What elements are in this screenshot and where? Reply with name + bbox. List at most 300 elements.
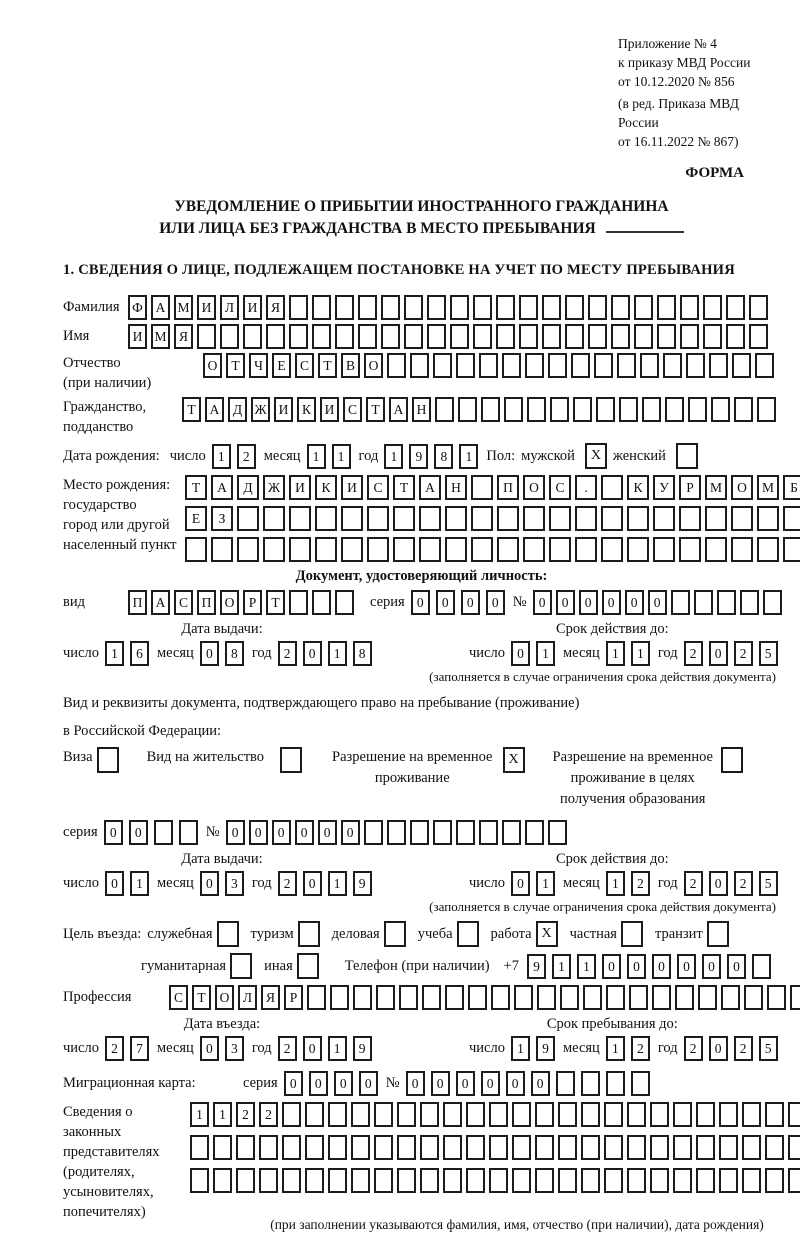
form-cell[interactable] [458, 397, 477, 422]
form-cell[interactable] [237, 506, 259, 531]
form-cell[interactable] [542, 295, 561, 320]
form-cell[interactable] [335, 324, 354, 349]
form-cell[interactable] [496, 324, 515, 349]
form-cell[interactable] [502, 353, 521, 378]
form-cell[interactable]: 1 [511, 1036, 530, 1061]
form-cell[interactable]: Н [445, 475, 467, 500]
form-cell[interactable] [420, 1168, 439, 1193]
form-cell[interactable]: 0 [318, 820, 337, 845]
form-cell[interactable] [328, 1102, 347, 1127]
form-cell[interactable] [420, 1102, 439, 1127]
form-cell[interactable]: 0 [677, 954, 696, 979]
valid-month-grid[interactable] [606, 641, 656, 666]
form-cell[interactable]: С [367, 475, 389, 500]
form-cell[interactable] [719, 1102, 738, 1127]
form-cell[interactable]: 1 [536, 871, 555, 896]
form-cell[interactable] [611, 324, 630, 349]
issue-day-grid[interactable] [105, 871, 155, 896]
form-cell[interactable]: С [174, 590, 193, 615]
form-cell[interactable]: 5 [759, 641, 778, 666]
birth-day-grid[interactable] [212, 444, 262, 469]
migration-series-grid[interactable] [284, 1071, 384, 1096]
form-cell[interactable] [351, 1102, 370, 1127]
purpose-chastnaya-checkbox[interactable] [621, 921, 643, 947]
form-cell[interactable] [523, 537, 545, 562]
form-cell[interactable]: П [197, 590, 216, 615]
form-cell[interactable]: 0 [602, 954, 621, 979]
form-cell[interactable] [740, 590, 759, 615]
form-cell[interactable] [364, 820, 383, 845]
form-cell[interactable]: 2 [631, 1036, 650, 1061]
form-cell[interactable] [512, 1168, 531, 1193]
form-cell[interactable]: 1 [606, 641, 625, 666]
form-cell[interactable] [341, 506, 363, 531]
form-cell[interactable] [606, 1071, 625, 1096]
form-cell[interactable] [419, 506, 441, 531]
form-cell[interactable] [757, 537, 779, 562]
form-cell[interactable] [696, 1135, 715, 1160]
stay-month-grid[interactable] [606, 1036, 656, 1061]
form-cell[interactable] [535, 1135, 554, 1160]
form-cell[interactable] [604, 1168, 623, 1193]
form-cell[interactable] [312, 295, 331, 320]
form-cell[interactable] [783, 537, 800, 562]
form-cell[interactable]: 1 [606, 871, 625, 896]
form-cell[interactable] [601, 537, 623, 562]
form-cell[interactable]: 2 [236, 1102, 255, 1127]
form-cell[interactable] [496, 295, 515, 320]
form-cell[interactable] [601, 475, 623, 500]
form-cell[interactable] [190, 1168, 209, 1193]
form-cell[interactable] [263, 506, 285, 531]
form-cell[interactable] [190, 1135, 209, 1160]
form-cell[interactable] [443, 1168, 462, 1193]
form-cell[interactable] [575, 506, 597, 531]
form-cell[interactable]: А [205, 397, 224, 422]
form-cell[interactable] [653, 537, 675, 562]
form-cell[interactable]: 0 [431, 1071, 450, 1096]
form-cell[interactable] [650, 1135, 669, 1160]
form-cell[interactable]: 0 [652, 954, 671, 979]
form-cell[interactable]: 1 [328, 1036, 347, 1061]
form-cell[interactable] [489, 1102, 508, 1127]
form-cell[interactable]: 0 [303, 641, 322, 666]
form-cell[interactable]: У [653, 475, 675, 500]
form-cell[interactable]: К [315, 475, 337, 500]
form-cell[interactable]: 1 [536, 641, 555, 666]
form-cell[interactable] [527, 397, 546, 422]
form-cell[interactable] [466, 1102, 485, 1127]
form-cell[interactable] [703, 324, 722, 349]
form-cell[interactable]: Т [192, 985, 211, 1010]
form-cell[interactable] [542, 324, 561, 349]
form-cell[interactable]: 9 [353, 1036, 372, 1061]
form-cell[interactable] [642, 397, 661, 422]
form-cell[interactable]: Н [412, 397, 431, 422]
form-cell[interactable] [680, 324, 699, 349]
doc-series-grid[interactable] [411, 590, 511, 615]
form-cell[interactable]: 0 [406, 1071, 425, 1096]
form-cell[interactable]: 0 [709, 1036, 728, 1061]
form-cell[interactable]: Е [185, 506, 207, 531]
form-cell[interactable]: С [169, 985, 188, 1010]
form-cell[interactable] [549, 506, 571, 531]
form-cell[interactable] [502, 820, 521, 845]
form-cell[interactable]: 0 [456, 1071, 475, 1096]
form-cell[interactable] [266, 324, 285, 349]
representatives-grid-3[interactable] [190, 1168, 800, 1193]
form-cell[interactable] [765, 1135, 784, 1160]
form-cell[interactable]: А [151, 590, 170, 615]
form-cell[interactable]: И [274, 397, 293, 422]
form-cell[interactable]: Ж [251, 397, 270, 422]
representatives-grid-2[interactable] [190, 1135, 800, 1160]
form-cell[interactable] [445, 506, 467, 531]
form-cell[interactable] [549, 537, 571, 562]
form-cell[interactable]: Л [220, 295, 239, 320]
form-cell[interactable] [213, 1135, 232, 1160]
form-cell[interactable] [548, 353, 567, 378]
form-cell[interactable] [236, 1135, 255, 1160]
form-cell[interactable] [688, 397, 707, 422]
form-cell[interactable]: Ч [249, 353, 268, 378]
form-cell[interactable] [328, 1168, 347, 1193]
form-cell[interactable]: 7 [130, 1036, 149, 1061]
form-cell[interactable] [665, 397, 684, 422]
form-cell[interactable]: О [364, 353, 383, 378]
form-cell[interactable]: Е [272, 353, 291, 378]
form-cell[interactable] [573, 397, 592, 422]
form-cell[interactable]: Т [266, 590, 285, 615]
form-cell[interactable] [571, 353, 590, 378]
form-cell[interactable] [468, 985, 487, 1010]
form-cell[interactable] [185, 537, 207, 562]
form-cell[interactable] [731, 506, 753, 531]
birth-place-grid-2[interactable] [185, 506, 800, 531]
purpose-delovaya-checkbox[interactable] [384, 921, 406, 947]
form-cell[interactable] [755, 353, 774, 378]
form-cell[interactable]: 0 [200, 1036, 219, 1061]
form-cell[interactable] [489, 1135, 508, 1160]
form-cell[interactable] [514, 985, 533, 1010]
form-cell[interactable]: Ж [263, 475, 285, 500]
form-cell[interactable] [680, 295, 699, 320]
form-cell[interactable] [456, 353, 475, 378]
form-cell[interactable] [548, 820, 567, 845]
form-cell[interactable]: 0 [284, 1071, 303, 1096]
form-cell[interactable]: 0 [709, 641, 728, 666]
form-cell[interactable] [752, 954, 771, 979]
temp-residence-edu-checkbox[interactable] [721, 747, 743, 773]
issue-year-grid[interactable] [278, 641, 378, 666]
form-cell[interactable]: 1 [190, 1102, 209, 1127]
form-cell[interactable]: К [627, 475, 649, 500]
form-cell[interactable] [289, 590, 308, 615]
form-cell[interactable] [519, 295, 538, 320]
form-cell[interactable] [367, 506, 389, 531]
form-cell[interactable] [519, 324, 538, 349]
form-cell[interactable]: С [549, 475, 571, 500]
form-cell[interactable]: 0 [579, 590, 598, 615]
form-cell[interactable] [581, 1102, 600, 1127]
form-cell[interactable] [726, 295, 745, 320]
form-cell[interactable] [397, 1102, 416, 1127]
residence-permit-checkbox[interactable] [280, 747, 302, 773]
form-cell[interactable] [445, 985, 464, 1010]
form-cell[interactable] [456, 820, 475, 845]
form-cell[interactable] [473, 295, 492, 320]
form-cell[interactable] [671, 590, 690, 615]
form-cell[interactable]: В [341, 353, 360, 378]
form-cell[interactable]: 0 [533, 590, 552, 615]
form-cell[interactable] [788, 1168, 800, 1193]
form-cell[interactable]: И [341, 475, 363, 500]
form-cell[interactable]: 9 [409, 444, 428, 469]
form-cell[interactable] [312, 590, 331, 615]
residence-number-grid[interactable] [226, 820, 571, 845]
birth-place-grid-1[interactable] [185, 475, 800, 500]
form-cell[interactable] [581, 1135, 600, 1160]
form-cell[interactable] [619, 397, 638, 422]
residence-series-grid[interactable] [104, 820, 204, 845]
form-cell[interactable]: 1 [328, 641, 347, 666]
doc-type-grid[interactable] [128, 590, 358, 615]
purpose-inaya-checkbox[interactable] [297, 953, 319, 979]
form-cell[interactable]: Д [228, 397, 247, 422]
form-cell[interactable] [604, 1102, 623, 1127]
purpose-rabota-checkbox[interactable]: X [536, 921, 558, 947]
form-cell[interactable] [627, 506, 649, 531]
form-cell[interactable] [675, 985, 694, 1010]
form-cell[interactable] [703, 295, 722, 320]
form-cell[interactable]: 2 [278, 641, 297, 666]
form-cell[interactable] [473, 324, 492, 349]
form-cell[interactable] [788, 1135, 800, 1160]
form-cell[interactable]: 0 [309, 1071, 328, 1096]
form-cell[interactable] [330, 985, 349, 1010]
form-cell[interactable]: 0 [226, 820, 245, 845]
form-cell[interactable]: 2 [734, 641, 753, 666]
purpose-gumanitarnaya-checkbox[interactable] [230, 953, 252, 979]
form-cell[interactable]: . [575, 475, 597, 500]
entry-year-grid[interactable] [278, 1036, 378, 1061]
form-cell[interactable] [243, 324, 262, 349]
form-cell[interactable] [705, 506, 727, 531]
form-cell[interactable] [696, 1168, 715, 1193]
form-cell[interactable] [525, 820, 544, 845]
form-cell[interactable]: 1 [130, 871, 149, 896]
form-cell[interactable] [749, 295, 768, 320]
form-cell[interactable] [353, 985, 372, 1010]
purpose-tranzit-checkbox[interactable] [707, 921, 729, 947]
form-cell[interactable] [767, 985, 786, 1010]
form-cell[interactable] [211, 537, 233, 562]
form-cell[interactable]: 9 [527, 954, 546, 979]
form-cell[interactable]: П [128, 590, 147, 615]
temp-residence-checkbox[interactable]: X [503, 747, 525, 773]
form-cell[interactable] [236, 1168, 255, 1193]
form-cell[interactable] [601, 506, 623, 531]
form-cell[interactable] [471, 506, 493, 531]
form-cell[interactable]: Т [185, 475, 207, 500]
form-cell[interactable] [397, 1135, 416, 1160]
form-cell[interactable] [351, 1135, 370, 1160]
form-cell[interactable]: 2 [684, 641, 703, 666]
form-cell[interactable] [387, 820, 406, 845]
form-cell[interactable] [734, 397, 753, 422]
form-cell[interactable]: 0 [295, 820, 314, 845]
form-cell[interactable]: 0 [200, 871, 219, 896]
female-checkbox[interactable] [676, 443, 698, 469]
form-cell[interactable]: О [203, 353, 222, 378]
form-cell[interactable] [631, 1071, 650, 1096]
form-cell[interactable] [560, 985, 579, 1010]
form-cell[interactable] [282, 1102, 301, 1127]
form-cell[interactable] [763, 590, 782, 615]
form-cell[interactable] [565, 295, 584, 320]
form-cell[interactable]: 0 [105, 871, 124, 896]
form-cell[interactable]: И [320, 397, 339, 422]
form-cell[interactable]: Т [318, 353, 337, 378]
form-cell[interactable] [179, 820, 198, 845]
form-cell[interactable] [381, 295, 400, 320]
form-cell[interactable] [282, 1135, 301, 1160]
form-cell[interactable]: 9 [353, 871, 372, 896]
form-cell[interactable]: 3 [225, 871, 244, 896]
form-cell[interactable]: 1 [606, 1036, 625, 1061]
form-cell[interactable] [673, 1135, 692, 1160]
form-cell[interactable] [305, 1102, 324, 1127]
form-cell[interactable] [696, 1102, 715, 1127]
form-cell[interactable] [732, 353, 751, 378]
form-cell[interactable]: Л [238, 985, 257, 1010]
form-cell[interactable]: 2 [237, 444, 256, 469]
form-cell[interactable] [721, 985, 740, 1010]
form-cell[interactable]: 1 [631, 641, 650, 666]
form-cell[interactable]: 5 [759, 871, 778, 896]
form-cell[interactable]: 2 [631, 871, 650, 896]
form-cell[interactable] [497, 537, 519, 562]
form-cell[interactable]: И [243, 295, 262, 320]
form-cell[interactable] [491, 985, 510, 1010]
form-cell[interactable]: П [497, 475, 519, 500]
form-cell[interactable] [653, 506, 675, 531]
form-cell[interactable] [726, 324, 745, 349]
form-cell[interactable] [650, 1168, 669, 1193]
form-cell[interactable] [617, 353, 636, 378]
form-cell[interactable] [450, 324, 469, 349]
form-cell[interactable]: С [295, 353, 314, 378]
form-cell[interactable] [588, 295, 607, 320]
form-cell[interactable]: 1 [552, 954, 571, 979]
form-cell[interactable] [512, 1135, 531, 1160]
phone-grid[interactable] [527, 954, 777, 979]
form-cell[interactable] [583, 985, 602, 1010]
form-cell[interactable]: 0 [359, 1071, 378, 1096]
form-cell[interactable] [640, 353, 659, 378]
form-cell[interactable] [742, 1135, 761, 1160]
form-cell[interactable] [565, 324, 584, 349]
form-cell[interactable] [410, 820, 429, 845]
form-cell[interactable] [629, 985, 648, 1010]
form-cell[interactable] [588, 324, 607, 349]
form-cell[interactable]: 1 [384, 444, 403, 469]
form-cell[interactable] [558, 1102, 577, 1127]
issue-month-grid[interactable] [200, 641, 250, 666]
purpose-sluzhebnaya-checkbox[interactable] [217, 921, 239, 947]
patronymic-grid[interactable] [203, 353, 778, 378]
form-cell[interactable]: 2 [734, 1036, 753, 1061]
form-cell[interactable] [634, 295, 653, 320]
representatives-grid-1[interactable] [190, 1102, 800, 1127]
visa-checkbox[interactable] [97, 747, 119, 773]
form-cell[interactable]: Б [783, 475, 800, 500]
form-cell[interactable]: Т [182, 397, 201, 422]
form-cell[interactable] [427, 295, 446, 320]
form-cell[interactable] [433, 353, 452, 378]
doc-number-grid[interactable] [533, 590, 786, 615]
form-cell[interactable] [445, 537, 467, 562]
form-cell[interactable]: 0 [531, 1071, 550, 1096]
form-cell[interactable]: С [343, 397, 362, 422]
form-cell[interactable]: Ф [128, 295, 147, 320]
birth-year-grid[interactable] [384, 444, 484, 469]
form-cell[interactable] [634, 324, 653, 349]
form-cell[interactable] [627, 537, 649, 562]
form-cell[interactable]: 0 [303, 1036, 322, 1061]
form-cell[interactable] [433, 820, 452, 845]
form-cell[interactable]: 0 [272, 820, 291, 845]
form-cell[interactable]: Д [237, 475, 259, 500]
form-cell[interactable] [374, 1102, 393, 1127]
form-cell[interactable] [312, 324, 331, 349]
form-cell[interactable]: 2 [278, 871, 297, 896]
form-cell[interactable]: И [128, 324, 147, 349]
form-cell[interactable] [711, 397, 730, 422]
form-cell[interactable] [594, 353, 613, 378]
form-cell[interactable] [705, 537, 727, 562]
form-cell[interactable]: О [731, 475, 753, 500]
form-cell[interactable] [427, 324, 446, 349]
form-cell[interactable] [694, 590, 713, 615]
form-cell[interactable]: И [289, 475, 311, 500]
form-cell[interactable] [558, 1135, 577, 1160]
form-cell[interactable] [450, 295, 469, 320]
form-cell[interactable]: Я [261, 985, 280, 1010]
form-cell[interactable] [673, 1168, 692, 1193]
form-cell[interactable] [443, 1102, 462, 1127]
form-cell[interactable] [289, 537, 311, 562]
form-cell[interactable] [367, 537, 389, 562]
form-cell[interactable]: М [174, 295, 193, 320]
form-cell[interactable]: М [757, 475, 779, 500]
form-cell[interactable]: 1 [577, 954, 596, 979]
form-cell[interactable] [237, 537, 259, 562]
form-cell[interactable] [197, 324, 216, 349]
form-cell[interactable]: О [215, 985, 234, 1010]
form-cell[interactable]: А [211, 475, 233, 500]
form-cell[interactable]: 2 [684, 871, 703, 896]
form-cell[interactable]: 0 [341, 820, 360, 845]
form-cell[interactable] [351, 1168, 370, 1193]
form-cell[interactable] [305, 1168, 324, 1193]
form-cell[interactable]: Я [266, 295, 285, 320]
form-cell[interactable] [611, 295, 630, 320]
form-cell[interactable]: 0 [334, 1071, 353, 1096]
form-cell[interactable]: И [197, 295, 216, 320]
migration-number-grid[interactable] [406, 1071, 656, 1096]
form-cell[interactable] [657, 324, 676, 349]
